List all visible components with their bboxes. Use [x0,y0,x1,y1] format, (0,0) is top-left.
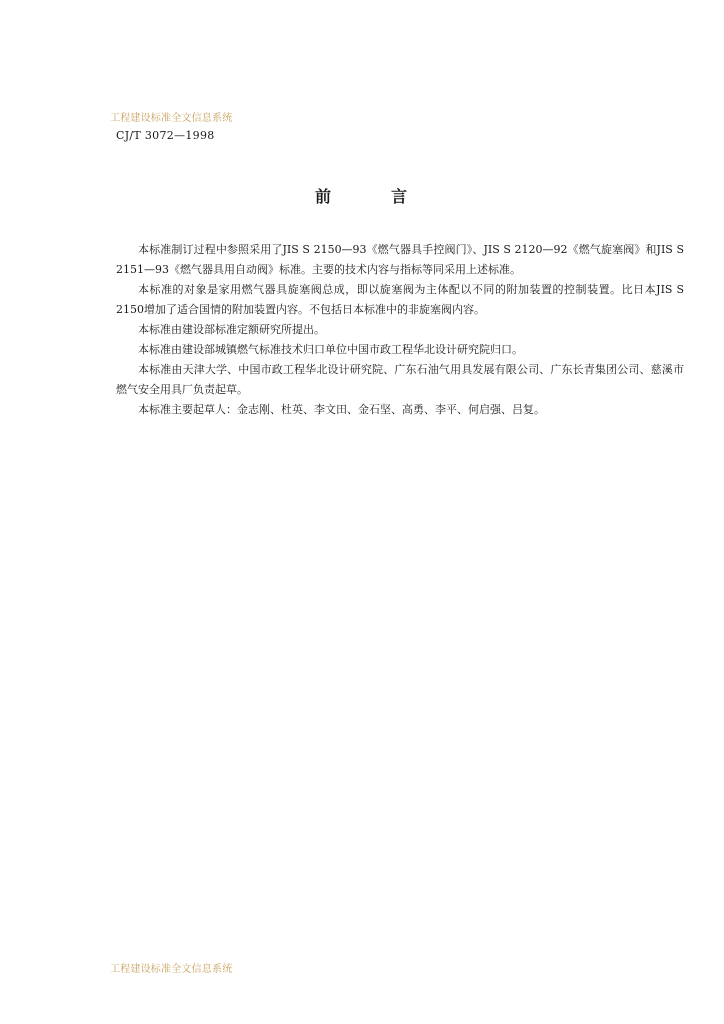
paragraph-reference-standards: 本标准制订过程中参照采用了JIS S 2150—93《燃气器具手控阀门》、JIS S 2120—92《燃气旋塞阀》和JIS S 2151—93《燃气器具用自动阀》标准。主要的技术内容与指标等同采用上述标准。 [116,243,684,276]
header-watermark: 工程建设标准全文信息系统 [110,113,233,124]
paragraph-administrator: 本标准由建设部城镇燃气标准技术归口单位中国市政工程华北设计研究院归口。 [138,343,523,356]
standard-code: CJ/T 3072—1998 [116,129,215,142]
preface-body [116,240,684,420]
paragraph-drafting-units: 本标准由天津大学、中国市政工程华北设计研究院、广东石油气用具发展有限公司、广东长青集团公司、慈溪市燃气安全用具厂负责起草。 [116,363,684,396]
paragraph-scope: 本标准的对象是家用燃气器具旋塞阀总成，即以旋塞阀为主体配以不同的附加装置的控制装置。比日本JIS S 2150增加了适合国情的附加装置内容。不包括日本标准中的非旋塞阀内容。 [116,283,684,316]
footer-watermark: 工程建设标准全文信息系统 [110,964,233,975]
page-title [0,184,724,207]
title-char-2: 言 [391,187,410,206]
paragraph-drafters: 本标准主要起草人：金志刚、杜英、李文田、金石坚、高勇、李平、何启强、吕复。 [138,403,545,416]
paragraph-proposer: 本标准由建设部标准定额研究所提出。 [138,323,325,336]
title-char-1: 前 [314,187,333,206]
